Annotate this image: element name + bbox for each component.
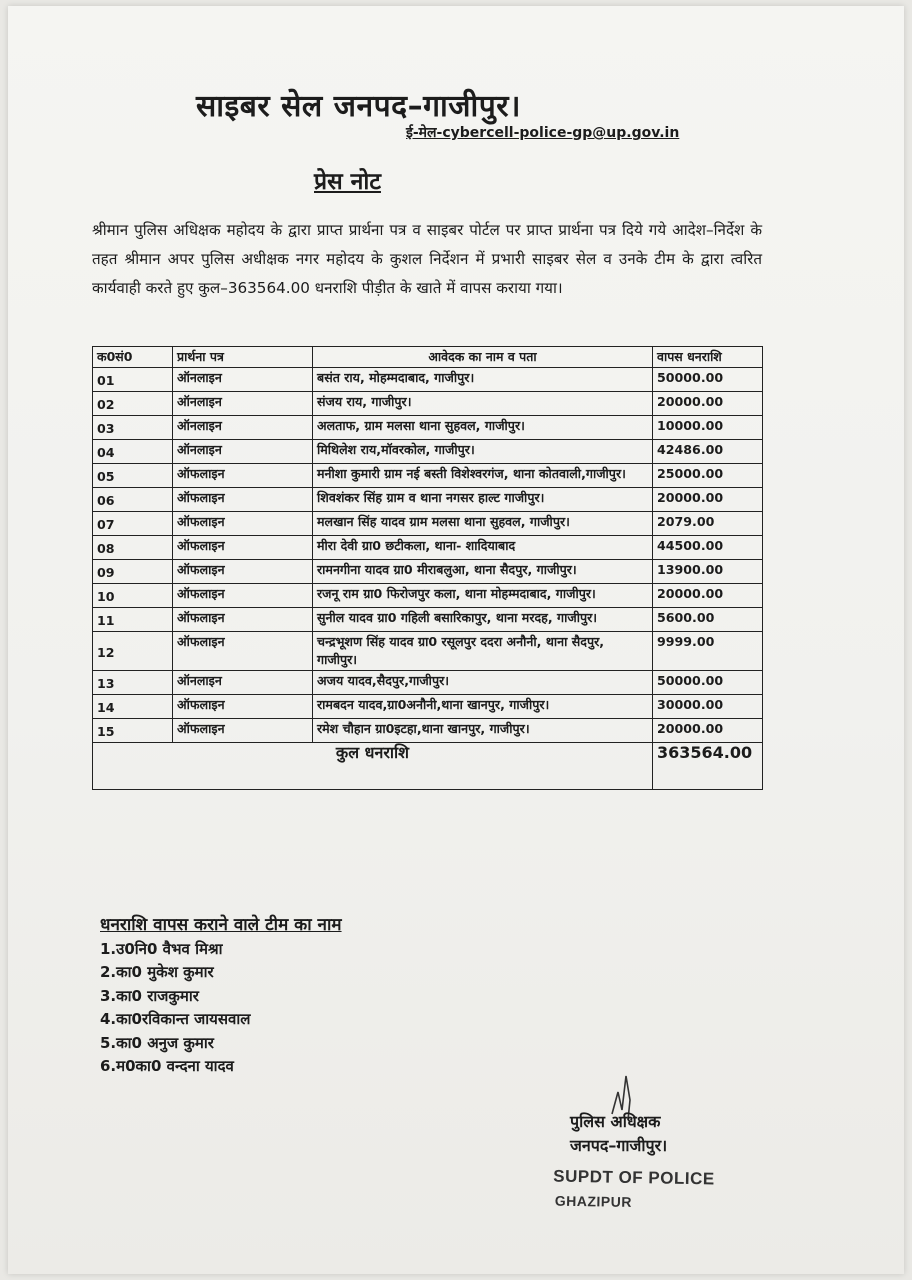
amount-cell: 10000.00 xyxy=(653,416,763,440)
applicant-cell: अजय यादव,सैदपुर,गाजीपुर। xyxy=(313,671,653,695)
page-title: साइबर सेल जनपद–गाजीपुर। xyxy=(196,89,521,124)
applicant-cell: मीरा देवी ग्रा0 छटीकला, थाना- शादियाबाद xyxy=(313,536,653,560)
serial-cell: 06 xyxy=(93,488,173,512)
press-note-heading: प्रेस नोट xyxy=(314,169,381,195)
application-type-cell: ऑफलाइन xyxy=(173,536,313,560)
serial-cell: 15 xyxy=(93,719,173,743)
official-stamp xyxy=(553,1165,715,1216)
applicant-cell: अलताफ, ग्राम मलसा थाना सुहवल, गाजीपुर। xyxy=(313,416,653,440)
table-row xyxy=(93,368,763,392)
table-row xyxy=(93,560,763,584)
application-type-cell: ऑनलाइन xyxy=(173,416,313,440)
stamp-line-2: GHAZIPUR xyxy=(554,1192,633,1210)
application-type-cell: ऑनलाइन xyxy=(173,392,313,416)
application-type-cell: ऑफलाइन xyxy=(173,584,313,608)
table-row xyxy=(93,719,763,743)
signature-district: जनपद–गाजीपुर। xyxy=(570,1136,668,1155)
amount-cell: 20000.00 xyxy=(653,719,763,743)
table-row xyxy=(93,488,763,512)
table-row xyxy=(93,512,763,536)
serial-cell: 08 xyxy=(93,536,173,560)
total-amount: 363564.00 xyxy=(653,743,763,790)
amount-cell: 20000.00 xyxy=(653,488,763,512)
amount-cell: 5600.00 xyxy=(653,608,763,632)
column-header-amount: वापस धनराशि xyxy=(653,347,763,368)
serial-cell: 03 xyxy=(93,416,173,440)
application-type-cell: ऑफलाइन xyxy=(173,488,313,512)
team-list xyxy=(100,938,250,1078)
serial-cell: 07 xyxy=(93,512,173,536)
table-row xyxy=(93,608,763,632)
applicant-cell: मनीशा कुमारी ग्राम नई बस्ती विशेश्वरगंज, थाना कोतवाली,गाजीपुर। xyxy=(313,464,653,488)
amount-cell: 30000.00 xyxy=(653,695,763,719)
amount-cell: 42486.00 xyxy=(653,440,763,464)
team-member: 6.म0का0 वन्दना यादव xyxy=(100,1057,234,1076)
applicant-cell: शिवशंकर सिंह ग्राम व थाना नगसर हाल्ट गाजीपुर। xyxy=(313,488,653,512)
table-header-row xyxy=(93,347,763,368)
table-row xyxy=(93,392,763,416)
amount-cell: 2079.00 xyxy=(653,512,763,536)
application-type-cell: ऑफलाइन xyxy=(173,695,313,719)
document-page xyxy=(8,6,904,1274)
applicant-cell: रामनगीना यादव ग्रा0 मीराबलुआ, थाना सैदपुर, गाजीपुर। xyxy=(313,560,653,584)
applicant-cell: बसंत राय, मोहम्मदाबाद, गाजीपुर। xyxy=(313,368,653,392)
team-member: 1.उ0नि0 वैभव मिश्रा xyxy=(100,940,223,958)
serial-cell: 09 xyxy=(93,560,173,584)
applicant-cell: संजय राय, गाजीपुर। xyxy=(313,392,653,416)
table-row xyxy=(93,695,763,719)
amount-cell: 20000.00 xyxy=(653,392,763,416)
serial-cell: 11 xyxy=(93,608,173,632)
amount-cell: 44500.00 xyxy=(653,536,763,560)
column-header-application: प्रार्थना पत्र xyxy=(173,347,313,368)
table-row xyxy=(93,536,763,560)
column-header-applicant: आवेदक का नाम व पता xyxy=(313,347,653,368)
application-type-cell: ऑफलाइन xyxy=(173,512,313,536)
serial-cell: 10 xyxy=(93,584,173,608)
team-heading: धनराशि वापस कराने वाले टीम का नाम xyxy=(100,915,342,935)
applicant-cell: रजनू राम ग्रा0 फिरोजपुर कला, थाना मोहम्मदाबाद, गाजीपुर। xyxy=(313,584,653,608)
team-member: 2.का0 मुकेश कुमार xyxy=(100,963,214,982)
amount-cell: 9999.00 xyxy=(653,632,763,671)
applicant-cell: मलखान सिंह यादव ग्राम मलसा थाना सुहवल, गाजीपुर। xyxy=(313,512,653,536)
applicant-cell: सुनील यादव ग्रा0 गहिली बसारिकापुर, थाना मरदह, गाजीपुर। xyxy=(313,608,653,632)
stamp-line-1: SUPDT OF POLICE xyxy=(553,1166,715,1189)
team-member: 5.का0 अनुज कुमार xyxy=(100,1033,214,1052)
applicant-cell: मिथिलेश राय,मॉवरकोल, गाजीपुर। xyxy=(313,440,653,464)
table-row xyxy=(93,632,763,671)
email-address: ई-मेल-cybercell-police-gp@up.gov.in xyxy=(406,125,680,141)
amount-cell: 50000.00 xyxy=(653,368,763,392)
table-row xyxy=(93,440,763,464)
team-member: 4.का0रविकान्त जायसवाल xyxy=(100,1010,251,1029)
application-type-cell: ऑनलाइन xyxy=(173,671,313,695)
total-row xyxy=(93,743,763,790)
serial-cell: 13 xyxy=(93,671,173,695)
press-note-body: श्रीमान पुलिस अधिक्षक महोदय के द्वारा प्राप्त प्रार्थना पत्र व साइबर पोर्टल पर प्राप्त प्रार्थना पत्र दिये गये आदेश–निर्देश के तहत श्रीमान अपर पुलिस अधीक्षक नगर महोदय के कुशल निर्देशन में प्रभारी साइबर सेल व उनके टीम के द्वारा त्वरित कार्यवाही करते हुए कुल–363564.00 धनराशि पीड़ीत के खाते में वापस कराया गया। xyxy=(92,221,762,297)
refund-table xyxy=(92,346,763,790)
serial-cell: 01 xyxy=(93,368,173,392)
application-type-cell: ऑफलाइन xyxy=(173,464,313,488)
application-type-cell: ऑनलाइन xyxy=(173,368,313,392)
team-member: 3.का0 राजकुमार xyxy=(100,986,199,1005)
applicant-cell: रामबदन यादव,ग्रा0अनौनी,थाना खानपुर, गाजीपुर। xyxy=(313,695,653,719)
application-type-cell: ऑफलाइन xyxy=(173,560,313,584)
application-type-cell: ऑफलाइन xyxy=(173,719,313,743)
application-type-cell: ऑफलाइन xyxy=(173,608,313,632)
serial-cell: 04 xyxy=(93,440,173,464)
application-type-cell: ऑफलाइन xyxy=(173,632,313,671)
amount-cell: 50000.00 xyxy=(653,671,763,695)
table-body xyxy=(93,368,763,743)
signature-title: पुलिस अधिक्षक xyxy=(570,1112,661,1131)
application-type-cell: ऑनलाइन xyxy=(173,440,313,464)
signature-block xyxy=(570,1110,667,1158)
serial-cell: 14 xyxy=(93,695,173,719)
applicant-cell: रमेश चौहान ग्रा0इटहा,थाना खानपुर, गाजीपुर। xyxy=(313,719,653,743)
table-row xyxy=(93,584,763,608)
serial-cell: 12 xyxy=(93,632,173,671)
total-label: कुल धनराशि xyxy=(93,743,653,790)
amount-cell: 13900.00 xyxy=(653,560,763,584)
column-header-serial: क0सं0 xyxy=(93,347,173,368)
table-row xyxy=(93,464,763,488)
amount-cell: 20000.00 xyxy=(653,584,763,608)
serial-cell: 05 xyxy=(93,464,173,488)
table-row xyxy=(93,416,763,440)
table-row xyxy=(93,671,763,695)
amount-cell: 25000.00 xyxy=(653,464,763,488)
serial-cell: 02 xyxy=(93,392,173,416)
applicant-cell: चन्द्रभूशण सिंह यादव ग्रा0 रसूलपुर ददरा अनौनी, थाना सैदपुर, गाजीपुर। xyxy=(313,632,653,671)
